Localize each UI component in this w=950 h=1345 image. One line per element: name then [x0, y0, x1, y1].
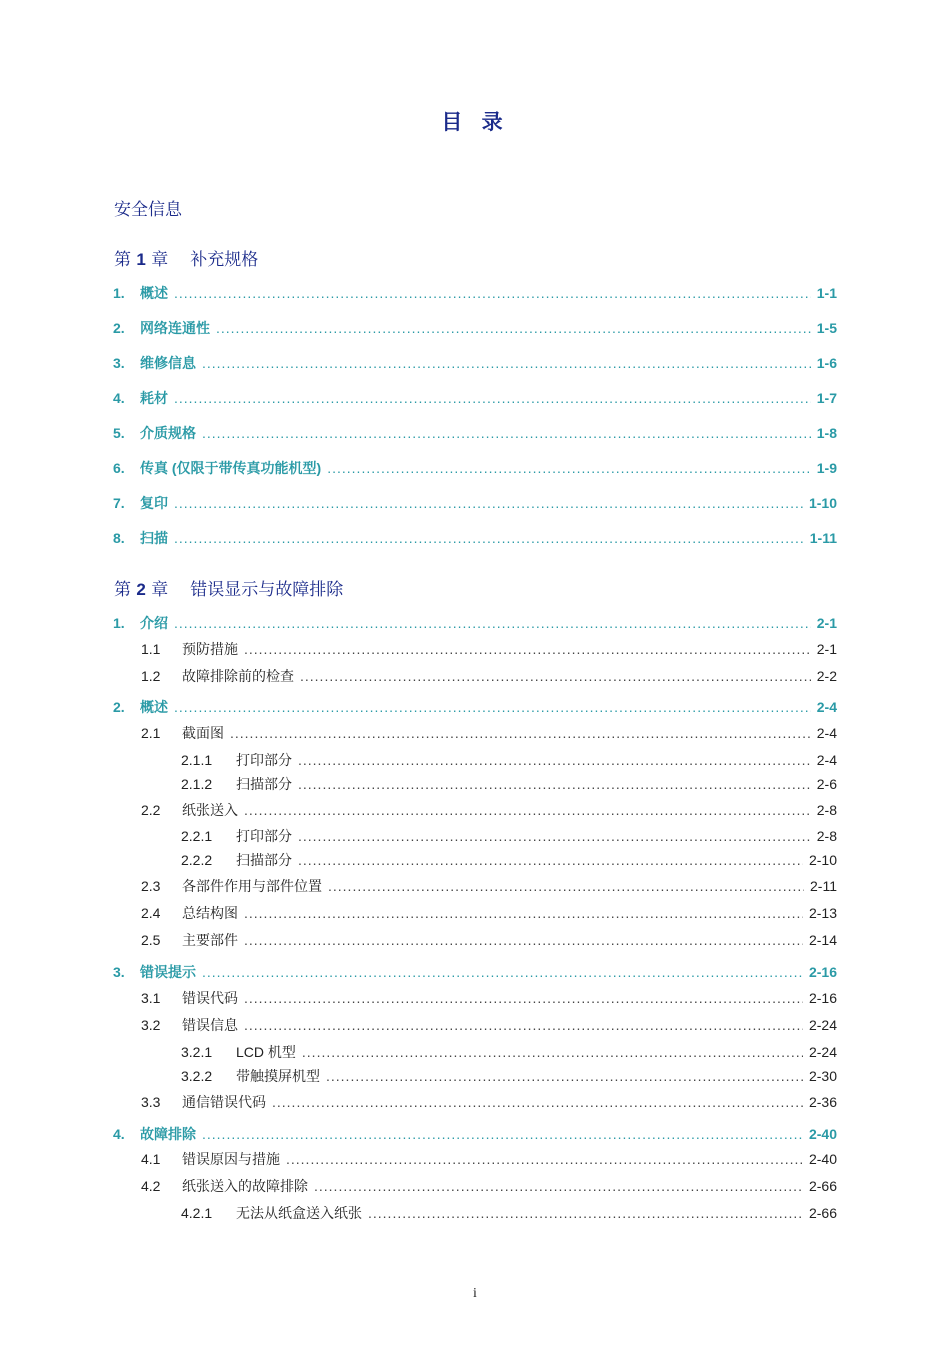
entry-page: 2-8: [816, 828, 837, 844]
dot-leader: [174, 390, 811, 406]
entry-page: 2-4: [816, 752, 837, 768]
dot-leader: [300, 668, 811, 684]
entry-number: 4.1: [141, 1151, 161, 1167]
entry-number: 4.2: [141, 1178, 161, 1194]
toc-entry[interactable]: [113, 613, 837, 633]
entry-number: 3.2: [141, 1017, 161, 1033]
toc-entry[interactable]: [181, 1203, 837, 1223]
entry-label: 介质规格: [140, 425, 196, 441]
entry-label: 纸张送入的故障排除: [182, 1178, 308, 1194]
entry-page: 1-5: [816, 320, 837, 336]
dot-leader: [298, 852, 803, 868]
entry-page: 1-10: [808, 495, 837, 511]
entry-number: 2.4: [141, 905, 161, 921]
chapter-2-heading[interactable]: [114, 575, 343, 600]
chapter-1-heading[interactable]: [114, 245, 258, 270]
entry-number: 2.: [113, 699, 125, 715]
entry-number: 2.5: [141, 932, 161, 948]
entry-label: 各部件作用与部件位置: [182, 878, 322, 894]
dot-leader: [286, 1151, 803, 1167]
entry-label: 纸张送入: [182, 802, 238, 818]
entry-label: 复印: [140, 495, 168, 511]
entry-label: 扫描部分: [236, 776, 292, 792]
toc-entry[interactable]: [113, 388, 837, 408]
entry-label: 打印部分: [236, 752, 292, 768]
dot-leader: [174, 285, 811, 301]
entry-number: 1.2: [141, 668, 161, 684]
entry-label: 扫描部分: [236, 852, 292, 868]
entry-page: 2-40: [808, 1126, 837, 1142]
dot-leader: [298, 752, 811, 768]
dot-leader: [174, 530, 804, 546]
chapter-number: 1: [136, 250, 146, 269]
entry-label: 传真 (仅限于带传真功能机型): [140, 460, 322, 476]
entry-number: 6.: [113, 460, 125, 476]
chapter-name: 错误显示与故障排除: [190, 580, 344, 600]
toc-entry[interactable]: [141, 1092, 837, 1112]
entry-label: 打印部分: [236, 828, 292, 844]
entry-label: 错误原因与措施: [182, 1151, 280, 1167]
toc-entry[interactable]: [181, 1066, 837, 1086]
toc-entry[interactable]: [141, 800, 837, 820]
entry-label: 总结构图: [182, 905, 238, 921]
toc-entry[interactable]: [113, 423, 837, 443]
dot-leader: [244, 932, 803, 948]
dot-leader: [244, 1017, 803, 1033]
page-number: i: [473, 1286, 477, 1301]
chapter-prefix: 第: [114, 580, 131, 600]
toc-entry[interactable]: [141, 639, 837, 659]
toc-entry[interactable]: [141, 1015, 837, 1035]
entry-number: 2.1.2: [181, 776, 213, 792]
toc-entry[interactable]: [181, 826, 837, 846]
entry-label: 预防措施: [182, 641, 238, 657]
dot-leader: [174, 495, 803, 511]
entry-number: 2.1.1: [181, 752, 213, 768]
entry-number: 3.2.1: [181, 1044, 213, 1060]
toc-entry[interactable]: [113, 353, 837, 373]
toc-entry[interactable]: [181, 774, 837, 794]
dot-leader: [298, 828, 811, 844]
entry-number: 2.2.2: [181, 852, 213, 868]
entry-label: 概述: [140, 285, 168, 301]
toc-entry[interactable]: [113, 458, 837, 478]
dot-leader: [174, 699, 811, 715]
entry-label: 无法从纸盒送入纸张: [236, 1205, 362, 1221]
entry-number: 3.2.2: [181, 1068, 213, 1084]
entry-number: 4.2.1: [181, 1205, 213, 1221]
toc-entry[interactable]: [113, 493, 837, 513]
toc-entry[interactable]: [181, 750, 837, 770]
entry-page: 2-6: [816, 776, 837, 792]
toc-entry[interactable]: [113, 697, 837, 717]
entry-page: 2-8: [816, 802, 837, 818]
dot-leader: [328, 878, 804, 894]
entry-page: 2-1: [816, 641, 837, 657]
entry-page: 2-16: [808, 964, 837, 980]
chapter-name: 补充规格: [190, 250, 259, 270]
entry-label: 截面图: [182, 725, 224, 741]
dot-leader: [327, 460, 811, 476]
entry-page: 2-16: [808, 990, 837, 1006]
entry-number: 1.: [113, 285, 125, 301]
entry-number: 2.2: [141, 802, 161, 818]
entry-page: 1-9: [816, 460, 837, 476]
dot-leader: [244, 990, 803, 1006]
entry-number: 2.2.1: [181, 828, 213, 844]
entry-label: 介绍: [140, 615, 168, 631]
toc-entry[interactable]: [141, 1176, 837, 1196]
toc-entry[interactable]: [113, 962, 837, 982]
entry-page: 2-24: [808, 1017, 837, 1033]
entry-page: 1-8: [816, 425, 837, 441]
dot-leader: [272, 1094, 803, 1110]
entry-label: 扫描: [140, 530, 168, 546]
dot-leader: [230, 725, 811, 741]
entry-page: 2-4: [816, 725, 837, 741]
toc-entry[interactable]: [113, 283, 837, 303]
dot-leader: [244, 905, 803, 921]
dot-leader: [174, 615, 811, 631]
entry-label: LCD 机型: [236, 1044, 296, 1060]
entry-number: 3.3: [141, 1094, 161, 1110]
entry-page: 2-10: [808, 852, 837, 868]
dot-leader: [202, 355, 811, 371]
toc-entry[interactable]: [141, 876, 837, 896]
safety-info-heading[interactable]: 安全信息: [114, 200, 182, 220]
dot-leader: [326, 1068, 803, 1084]
toc-entry[interactable]: [141, 1149, 837, 1169]
chapter-prefix: 第: [114, 250, 131, 270]
dot-leader: [302, 1044, 803, 1060]
entry-page: 2-66: [808, 1205, 837, 1221]
entry-page: 1-1: [816, 285, 837, 301]
dot-leader: [244, 641, 811, 657]
toc-entry[interactable]: [141, 903, 837, 923]
entry-label: 概述: [140, 699, 168, 715]
toc-entry[interactable]: [113, 1124, 837, 1144]
entry-number: 1.: [113, 615, 125, 631]
entry-number: 7.: [113, 495, 125, 511]
toc-entry[interactable]: [181, 1042, 837, 1062]
entry-label: 网络连通性: [140, 320, 210, 336]
entry-number: 4.: [113, 1126, 125, 1142]
entry-page: 2-40: [808, 1151, 837, 1167]
entry-label: 带触摸屏机型: [236, 1068, 320, 1084]
entry-number: 8.: [113, 530, 125, 546]
toc-title: 目 录: [441, 110, 509, 134]
entry-label: 故障排除前的检查: [182, 668, 294, 684]
dot-leader: [216, 320, 811, 336]
chapter-number: 2: [136, 580, 146, 599]
chapter-suffix: 章: [151, 250, 169, 270]
toc-entry[interactable]: [141, 723, 837, 743]
toc-entry[interactable]: [113, 528, 837, 548]
entry-label: 错误代码: [182, 990, 238, 1006]
entry-page: 2-1: [816, 615, 837, 631]
entry-number: 2.3: [141, 878, 161, 894]
entry-page: 2-13: [808, 905, 837, 921]
entry-page: 1-7: [816, 390, 837, 406]
entry-number: 3.: [113, 355, 125, 371]
toc-entry[interactable]: [113, 318, 837, 338]
entry-number: 1.1: [141, 641, 161, 657]
toc-entry[interactable]: [141, 666, 837, 686]
entry-label: 耗材: [140, 390, 168, 406]
entry-page: 2-24: [808, 1044, 837, 1060]
dot-leader: [298, 776, 811, 792]
entry-page: 2-4: [816, 699, 837, 715]
entry-page: 2-11: [810, 878, 837, 894]
dot-leader: [368, 1205, 803, 1221]
entry-label: 错误提示: [140, 964, 196, 980]
dot-leader: [244, 802, 811, 818]
chapter-suffix: 章: [151, 580, 169, 600]
entry-label: 主要部件: [182, 932, 238, 948]
entry-number: 3.1: [141, 990, 161, 1006]
entry-page: 1-11: [809, 530, 837, 546]
entry-number: 2.1: [141, 725, 161, 741]
entry-page: 2-14: [808, 932, 837, 948]
entry-page: 2-36: [808, 1094, 837, 1110]
dot-leader: [202, 1126, 803, 1142]
entry-label: 故障排除: [140, 1126, 196, 1142]
toc-entry[interactable]: [141, 988, 837, 1008]
entry-number: 4.: [113, 390, 125, 406]
entry-page: 1-6: [816, 355, 837, 371]
entry-page: 2-66: [808, 1178, 837, 1194]
dot-leader: [314, 1178, 803, 1194]
dot-leader: [202, 425, 811, 441]
toc-entry[interactable]: [181, 850, 837, 870]
entry-label: 通信错误代码: [182, 1094, 266, 1110]
entry-number: 2.: [113, 320, 125, 336]
entry-page: 2-30: [808, 1068, 837, 1084]
entry-number: 3.: [113, 964, 125, 980]
dot-leader: [202, 964, 803, 980]
entry-page: 2-2: [816, 668, 837, 684]
entry-number: 5.: [113, 425, 125, 441]
toc-entry[interactable]: [141, 930, 837, 950]
entry-label: 错误信息: [182, 1017, 238, 1033]
entry-label: 维修信息: [140, 355, 196, 371]
